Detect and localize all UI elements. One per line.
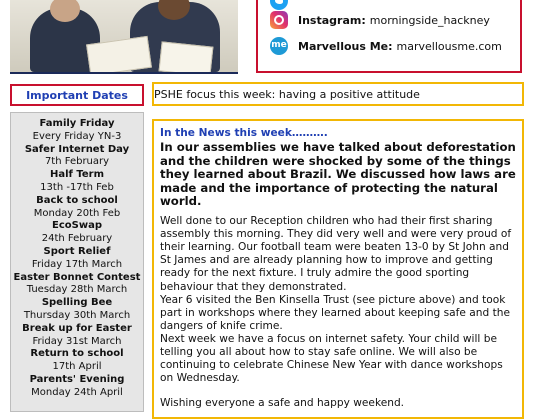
news-box bbox=[152, 119, 524, 419]
instagram-icon bbox=[270, 11, 288, 29]
date-item: Family Friday Every Friday YN-3 bbox=[32, 118, 122, 142]
date-item: Sport Relief Friday 17th March bbox=[31, 245, 123, 270]
news-heading: In the News this week………. bbox=[160, 127, 328, 139]
social-links-box bbox=[256, 0, 522, 73]
marvellous-me-row[interactable] bbox=[270, 36, 502, 56]
news-paragraph: Next week we have a focus on internet safety. Your child will be telling you all about how to stay safe online. We will also be continuing to celebrate Chinese New Year with dance workshops on Wednesday. bbox=[160, 332, 503, 385]
twitter-icon bbox=[270, 0, 288, 10]
date-item: Parents' Evening Monday 24th April bbox=[29, 373, 125, 398]
date-item: Spelling Bee Thursday 30th March bbox=[23, 297, 131, 321]
news-paragraph: Well done to our Reception children who had their first sharing assembly this morning. They did very well and were very proud of their learning. Our football team were beaten 13-0 by St John and St James and are already planning how to improve and getting ready for the next fixture. I truly admire the good sporting behaviour that they demonstrated. bbox=[160, 215, 512, 293]
date-item: Return to school 17th April bbox=[30, 348, 124, 373]
marvellous-me-icon: me bbox=[270, 37, 288, 55]
news-paragraph: Year 6 visited the Ben Kinsella Trust (see picture above) and took part in workshops where they learned about keeping safe and the dangers of knife crime. bbox=[160, 293, 510, 332]
instagram-row[interactable] bbox=[270, 10, 490, 30]
marvellous-me-link[interactable]: marvellousme.com bbox=[396, 39, 502, 53]
instagram-label: Instagram: bbox=[298, 13, 366, 27]
date-item: Easter Bonnet Contest Tuesday 28th March bbox=[13, 271, 141, 296]
date-item: Safer Internet Day 7th February bbox=[24, 143, 130, 168]
date-item: Back to school Monday 20th Feb bbox=[33, 194, 121, 219]
instagram-handle[interactable]: morningside_hackney bbox=[369, 13, 490, 27]
date-item: EcoSwap 24th February bbox=[41, 220, 113, 245]
date-item: Half Term 13th -17th Feb bbox=[40, 169, 114, 193]
pshe-focus-banner: PSHE focus this week: having a positive attitude bbox=[152, 82, 524, 106]
marvellous-me-label: Marvellous Me: bbox=[298, 39, 393, 53]
news-signoff: Wishing everyone a safe and happy weekend. bbox=[160, 397, 405, 410]
important-dates-title: Important Dates bbox=[10, 84, 144, 106]
important-dates-list bbox=[10, 112, 144, 412]
school-photo bbox=[10, 0, 238, 74]
date-item: Break up for Easter Friday 31st March bbox=[22, 322, 132, 347]
news-lead-paragraph: In our assemblies we have talked about deforestation and the children were shocked by some of the things they learned about Brazil. We discussed how laws are made and the importance of protecting the natural world. bbox=[160, 140, 516, 209]
